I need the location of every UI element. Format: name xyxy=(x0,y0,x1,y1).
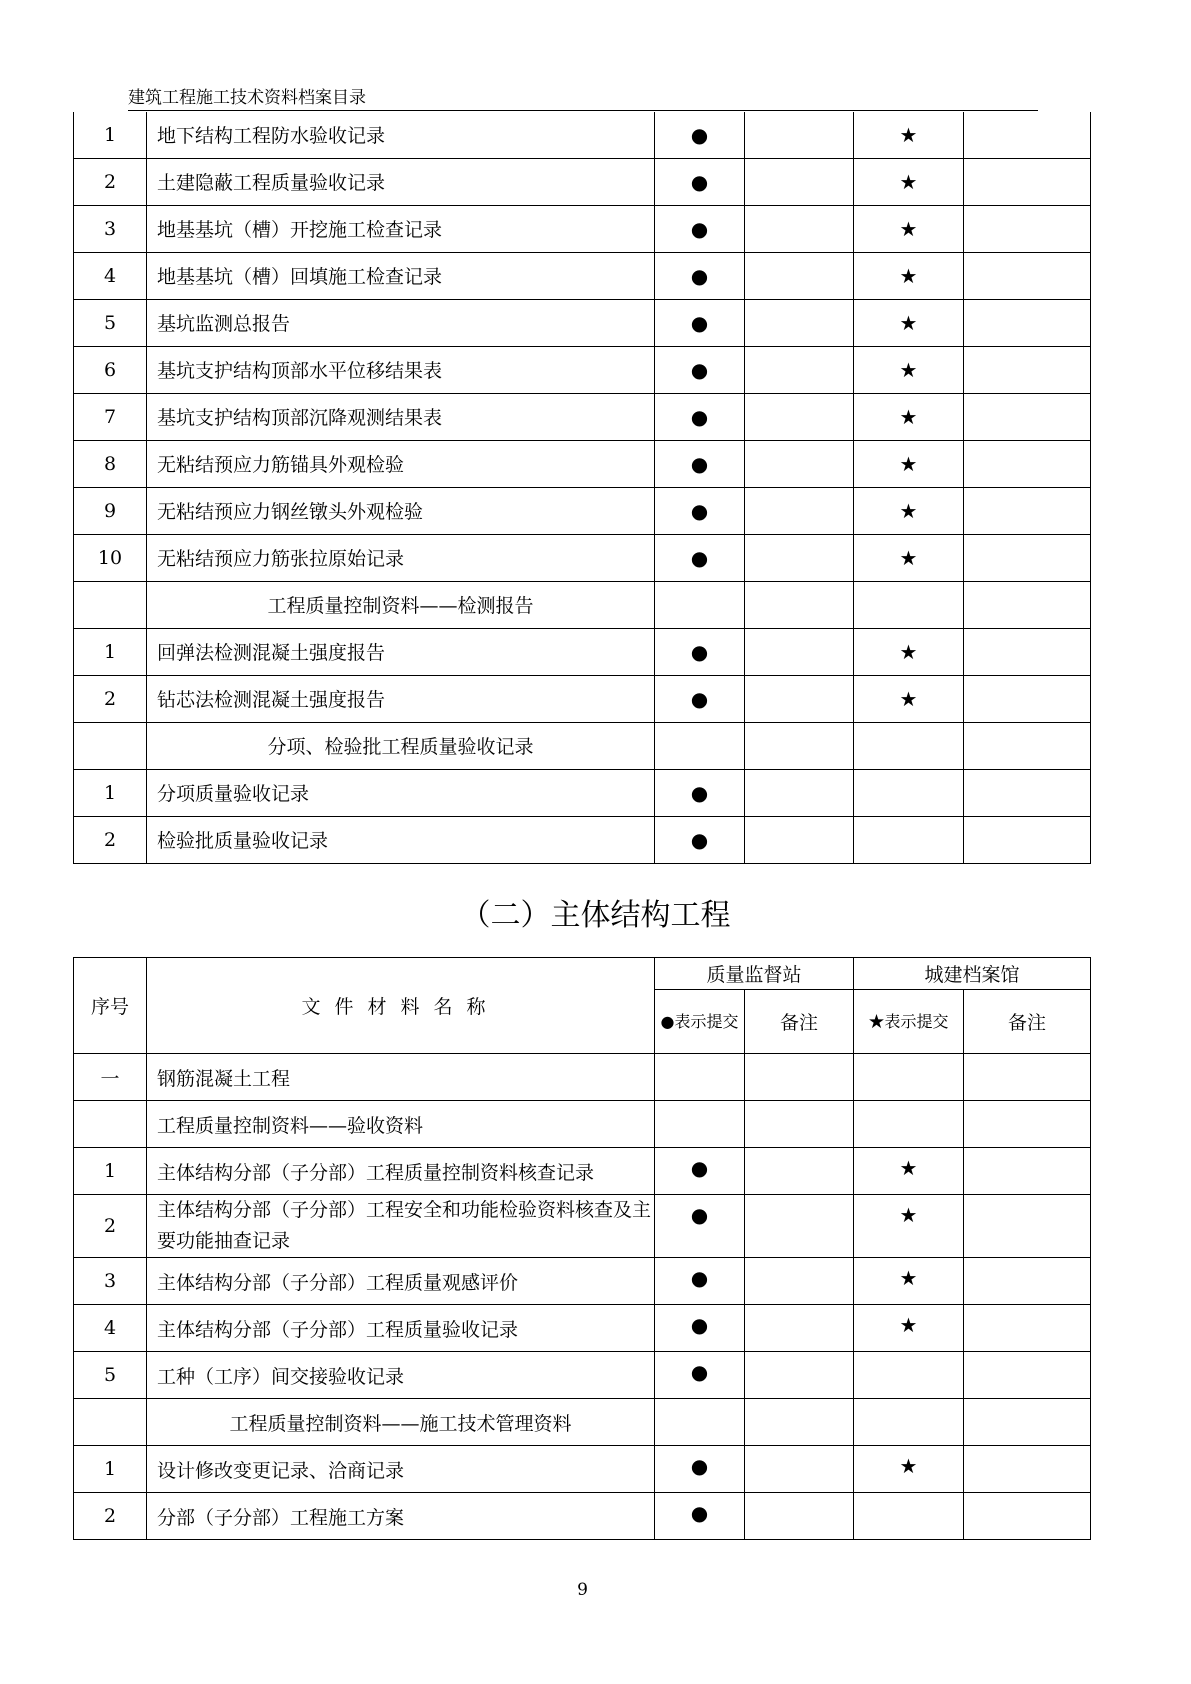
header-remark: 备注 xyxy=(964,990,1091,1054)
row-document-name: 钻芯法检测混凝土强度报告 xyxy=(147,675,655,722)
remark-cell xyxy=(745,581,854,628)
remark-cell xyxy=(964,769,1091,816)
circle-mark-icon: ● xyxy=(655,205,745,252)
row-number xyxy=(74,1399,147,1446)
remark-cell xyxy=(964,628,1091,675)
star-mark-icon: ★ xyxy=(854,346,964,393)
header-document-name: 文件材料名称 xyxy=(147,958,655,1054)
row-number: 1 xyxy=(74,628,147,675)
remark-cell xyxy=(745,346,854,393)
star-mark-icon: ★ xyxy=(854,205,964,252)
table-row xyxy=(74,534,1091,581)
remark-cell xyxy=(964,346,1091,393)
row-document-name: 无粘结预应力筋锚具外观检验 xyxy=(147,440,655,487)
remark-cell xyxy=(964,534,1091,581)
row-document-name: 主体结构分部（子分部）工程质量控制资料核查记录 xyxy=(147,1148,655,1195)
circle-mark-cell xyxy=(655,1101,745,1148)
row-number: 2 xyxy=(74,1493,147,1540)
remark-cell xyxy=(964,816,1091,863)
table-row xyxy=(74,440,1091,487)
circle-mark-cell xyxy=(655,1399,745,1446)
star-mark-icon: ★ xyxy=(854,675,964,722)
header-remark: 备注 xyxy=(745,990,854,1054)
remark-cell xyxy=(745,1195,854,1258)
row-number: 2 xyxy=(74,1195,147,1258)
table-row xyxy=(74,1258,1091,1305)
row-number: 7 xyxy=(74,393,147,440)
circle-mark-cell xyxy=(655,1054,745,1101)
star-mark-cell xyxy=(854,1352,964,1399)
remark-cell xyxy=(964,1195,1091,1258)
star-mark-icon: ★ xyxy=(854,1195,964,1258)
star-mark-icon: ★ xyxy=(854,534,964,581)
remark-cell xyxy=(964,1352,1091,1399)
row-number: 5 xyxy=(74,299,147,346)
star-mark-cell xyxy=(854,581,964,628)
circle-mark-icon: ● xyxy=(655,487,745,534)
star-mark-cell xyxy=(854,1493,964,1540)
circle-mark-icon: ● xyxy=(655,1305,745,1352)
circle-mark-icon: ● xyxy=(655,440,745,487)
table-row xyxy=(74,816,1091,863)
header-submit-star: ★表示提交 xyxy=(854,990,964,1054)
remark-cell xyxy=(745,252,854,299)
remark-cell xyxy=(964,675,1091,722)
row-document-name: 基坑支护结构顶部沉降观测结果表 xyxy=(147,393,655,440)
remark-cell xyxy=(964,158,1091,205)
row-document-name: 回弹法检测混凝土强度报告 xyxy=(147,628,655,675)
table-row xyxy=(74,158,1091,205)
circle-mark-icon: ● xyxy=(655,1493,745,1540)
remark-cell xyxy=(964,1305,1091,1352)
remark-cell xyxy=(745,487,854,534)
row-number: 10 xyxy=(74,534,147,581)
remark-cell xyxy=(745,158,854,205)
row-document-name: 主体结构分部（子分部）工程安全和功能检验资料核查及主要功能抽查记录 xyxy=(147,1195,655,1258)
row-document-name: 无粘结预应力钢丝镦头外观检验 xyxy=(147,487,655,534)
row-number: 4 xyxy=(74,1305,147,1352)
row-number: 3 xyxy=(74,205,147,252)
star-mark-icon: ★ xyxy=(854,1148,964,1195)
remark-cell xyxy=(745,440,854,487)
circle-mark-icon: ● xyxy=(655,534,745,581)
row-document-name: 地基基坑（槽）回填施工检查记录 xyxy=(147,252,655,299)
section-title: （二）主体结构工程 xyxy=(460,898,731,933)
row-number: 1 xyxy=(74,1148,147,1195)
remark-cell xyxy=(964,393,1091,440)
remark-cell xyxy=(745,1399,854,1446)
circle-mark-icon: ● xyxy=(655,393,745,440)
table-row-subheading xyxy=(74,1399,1091,1446)
remark-cell xyxy=(964,440,1091,487)
circle-mark-icon: ● xyxy=(655,1446,745,1493)
row-number: 1 xyxy=(74,769,147,816)
table-row xyxy=(74,675,1091,722)
subsection-title: 工程质量控制资料——检测报告 xyxy=(147,581,655,628)
remark-cell xyxy=(745,1446,854,1493)
remark-cell xyxy=(745,1305,854,1352)
star-mark-icon: ★ xyxy=(854,393,964,440)
subsection-title: 分项、检验批工程质量验收记录 xyxy=(147,722,655,769)
remark-cell xyxy=(745,628,854,675)
row-number: 6 xyxy=(74,346,147,393)
circle-mark-icon: ● xyxy=(655,158,745,205)
remark-cell xyxy=(745,205,854,252)
remark-cell xyxy=(964,205,1091,252)
row-number: 2 xyxy=(74,675,147,722)
row-document-name: 检验批质量验收记录 xyxy=(147,816,655,863)
star-mark-cell xyxy=(854,769,964,816)
table-row-subheading xyxy=(74,1101,1091,1148)
row-document-name: 钢筋混凝土工程 xyxy=(147,1054,655,1101)
table-row xyxy=(74,346,1091,393)
row-document-name: 基坑支护结构顶部水平位移结果表 xyxy=(147,346,655,393)
row-document-name: 基坑监测总报告 xyxy=(147,299,655,346)
table-header-row xyxy=(74,958,1091,990)
circle-mark-icon: ● xyxy=(655,252,745,299)
row-document-name: 地下结构工程防水验收记录 xyxy=(147,112,655,158)
star-mark-icon: ★ xyxy=(854,1258,964,1305)
remark-cell xyxy=(745,393,854,440)
remark-cell xyxy=(964,1493,1091,1540)
row-number: 一 xyxy=(74,1054,147,1101)
circle-mark-icon: ● xyxy=(655,346,745,393)
table-row xyxy=(74,1352,1091,1399)
table-row xyxy=(74,1148,1091,1195)
circle-mark-icon: ● xyxy=(655,675,745,722)
remark-cell xyxy=(964,1399,1091,1446)
remark-cell xyxy=(964,112,1091,158)
header-seq: 序号 xyxy=(74,958,147,1054)
circle-mark-icon: ● xyxy=(655,628,745,675)
remark-cell xyxy=(964,1258,1091,1305)
row-number: 9 xyxy=(74,487,147,534)
remark-cell xyxy=(964,1101,1091,1148)
table-row xyxy=(74,393,1091,440)
row-number: 2 xyxy=(74,158,147,205)
star-mark-icon: ★ xyxy=(854,158,964,205)
header-submit-circle: ●表示提交 xyxy=(655,990,745,1054)
remark-cell xyxy=(964,722,1091,769)
table-row xyxy=(74,1054,1091,1101)
star-mark-icon: ★ xyxy=(854,299,964,346)
row-number: 2 xyxy=(74,816,147,863)
remark-cell xyxy=(745,1101,854,1148)
row-number: 8 xyxy=(74,440,147,487)
remark-cell xyxy=(964,487,1091,534)
subsection-title: 工程质量控制资料——施工技术管理资料 xyxy=(147,1399,655,1446)
running-header: 建筑工程施工技术资料档案目录 xyxy=(128,86,1038,111)
star-mark-cell xyxy=(854,1101,964,1148)
row-number: 5 xyxy=(74,1352,147,1399)
remark-cell xyxy=(964,1148,1091,1195)
remark-cell xyxy=(745,675,854,722)
row-document-name: 主体结构分部（子分部）工程质量验收记录 xyxy=(147,1305,655,1352)
circle-mark-icon: ● xyxy=(655,299,745,346)
remark-cell xyxy=(745,534,854,581)
star-mark-icon: ★ xyxy=(854,628,964,675)
remark-cell xyxy=(964,252,1091,299)
star-mark-cell xyxy=(854,816,964,863)
row-document-name: 无粘结预应力筋张拉原始记录 xyxy=(147,534,655,581)
row-document-name: 分项质量验收记录 xyxy=(147,769,655,816)
circle-mark-cell xyxy=(655,722,745,769)
table-row xyxy=(74,112,1091,158)
table-row xyxy=(74,1446,1091,1493)
table-row xyxy=(74,252,1091,299)
remark-cell xyxy=(964,581,1091,628)
star-mark-cell xyxy=(854,1054,964,1101)
star-mark-icon: ★ xyxy=(854,440,964,487)
row-number: 4 xyxy=(74,252,147,299)
table-row xyxy=(74,769,1091,816)
row-number xyxy=(74,1101,147,1148)
table-row xyxy=(74,628,1091,675)
remark-cell xyxy=(745,722,854,769)
circle-mark-icon: ● xyxy=(655,112,745,158)
remark-cell xyxy=(745,1148,854,1195)
star-mark-icon: ★ xyxy=(854,252,964,299)
table-row xyxy=(74,1493,1091,1540)
star-mark-icon: ★ xyxy=(854,1305,964,1352)
remark-cell xyxy=(745,1258,854,1305)
table-archive-list-2 xyxy=(73,957,1091,1540)
remark-cell xyxy=(745,1493,854,1540)
circle-mark-icon: ● xyxy=(655,769,745,816)
remark-cell xyxy=(745,1054,854,1101)
row-document-name: 土建隐蔽工程质量验收记录 xyxy=(147,158,655,205)
row-number: 3 xyxy=(74,1258,147,1305)
table-row-subheading xyxy=(74,581,1091,628)
remark-cell xyxy=(964,1446,1091,1493)
subsection-title: 工程质量控制资料——验收资料 xyxy=(147,1101,655,1148)
table-row xyxy=(74,299,1091,346)
star-mark-cell xyxy=(854,722,964,769)
table-row xyxy=(74,1195,1091,1258)
row-number xyxy=(74,581,147,628)
star-mark-icon: ★ xyxy=(854,487,964,534)
remark-cell xyxy=(745,299,854,346)
circle-mark-icon: ● xyxy=(655,1258,745,1305)
remark-cell xyxy=(745,1352,854,1399)
remark-cell xyxy=(964,1054,1091,1101)
circle-mark-icon: ● xyxy=(655,1352,745,1399)
star-mark-icon: ★ xyxy=(854,1446,964,1493)
circle-mark-icon: ● xyxy=(655,816,745,863)
table-row xyxy=(74,487,1091,534)
header-quality-supervision-station: 质量监督站 xyxy=(655,958,854,990)
remark-cell xyxy=(745,112,854,158)
remark-cell xyxy=(745,769,854,816)
row-number: 1 xyxy=(74,112,147,158)
table-row xyxy=(74,1305,1091,1352)
circle-mark-cell xyxy=(655,581,745,628)
row-document-name: 分部（子分部）工程施工方案 xyxy=(147,1493,655,1540)
row-document-name: 工种（工序）间交接验收记录 xyxy=(147,1352,655,1399)
remark-cell xyxy=(745,816,854,863)
table-row-subheading xyxy=(74,722,1091,769)
header-urban-archives: 城建档案馆 xyxy=(854,958,1091,990)
star-mark-cell xyxy=(854,1399,964,1446)
page-number: 9 xyxy=(577,1580,588,1600)
circle-mark-icon: ● xyxy=(655,1148,745,1195)
table-row xyxy=(74,205,1091,252)
row-document-name: 主体结构分部（子分部）工程质量观感评价 xyxy=(147,1258,655,1305)
row-number xyxy=(74,722,147,769)
remark-cell xyxy=(964,299,1091,346)
row-document-name: 地基基坑（槽）开挖施工检查记录 xyxy=(147,205,655,252)
table-archive-list-1 xyxy=(73,112,1091,864)
star-mark-icon: ★ xyxy=(854,112,964,158)
row-document-name: 设计修改变更记录、洽商记录 xyxy=(147,1446,655,1493)
circle-mark-icon: ● xyxy=(655,1195,745,1258)
row-number: 1 xyxy=(74,1446,147,1493)
